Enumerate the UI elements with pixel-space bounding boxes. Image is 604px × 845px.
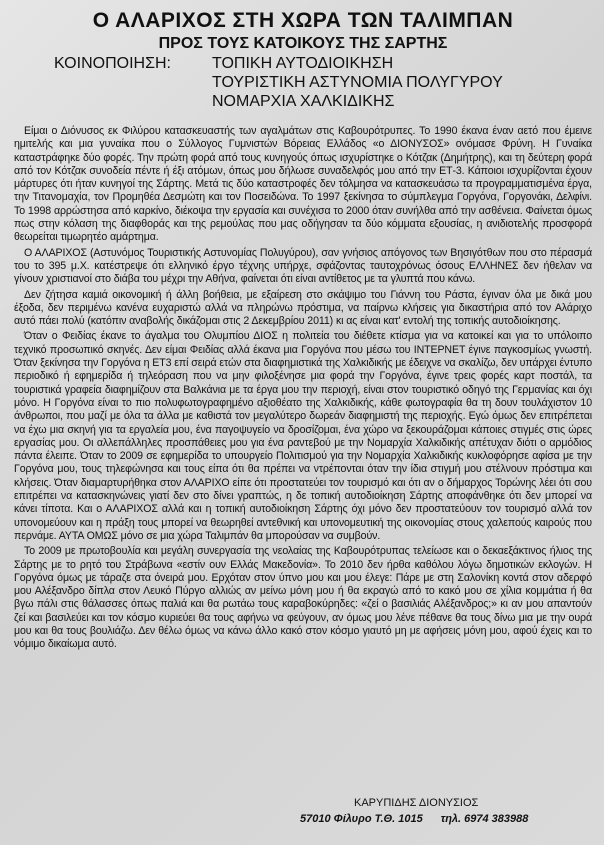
notification-recipients xyxy=(212,54,503,111)
recipient-local-government: ΤΟΠΙΚΗ ΑΥΤΟΔΙΟΙΚΗΣΗ xyxy=(212,55,394,72)
signature-block xyxy=(300,795,528,827)
document-title: Ο ΑΛΑΡΙΧΟΣ ΣΤΗ ΧΩΡΑ ΤΩΝ ΤΑΛΙΜΠΑΝ xyxy=(92,9,514,32)
paragraph: Το 2009 με πρωτοβουλία και μεγάλη συνεργασία της νεολαίας της Καβουρότρυπας τελείωσε και ο δεκαεξάκτινος ήλιος της Σάρτης με το ρητό του Στράβωνα «εστίν ουν Ελλάς Μακεδονία». Το 2010 δεν ήρθα καθόλου λόγω δημοτικών εκλογών. Η Γοργόνα όμως με τάραζε στα όνειρά μου. Ερχόταν στον ύπνο μου και μου έλεγε: Πάρε με στη Σαλονίκη κοντά στον αδερφό μου Αλέξανδρο δίπλα στον Λευκό Πύργο αλλιώς αν μείνω μόνη μου ή θα εκραγώ από το κακό μου σε χίλια κομμάτια ή θα βγω πάλι στις θάλασσες όπως παλιά και θα ρωτάω τους καραβοκύρηδες: «ζεί ο βασιλιάς Αλέξανδρος;» κι αν μου απαντούν ζεί και βασιλεύει και τον κόσμο κυριεύει θα τους αφήνω να φεύγουν, αν όμως μου λένε πέθανε θα τους δίνω μια με την ουρά μου και θα τους βουλιάζω. Δεν θέλω όμως να κάνω άλλο κακό στον κόσμο γιαυτό μη με αφήσεις μόνη μου, αφού έχεις και το νόμιμο δικαίωμα αυτό. xyxy=(14,545,592,651)
signature-address: 57010 Φίλυρο Τ.Θ. 1015 xyxy=(300,813,423,825)
signature-name: ΚΑΡΥΠΙΔΗΣ ΔΙΟΝΥΣΙΟΣ xyxy=(354,797,479,809)
paragraph: Είμαι ο Διόνυσος εκ Φιλύρου κατασκευαστής των αγαλμάτων στις Καβουρότρυπες. Το 1990 έκανα έναν αετό που έμεινε ημιτελής και μια γυναίκα που ο Σύλλογος Γυμνιστών Βόρειας Ελλάδος «ο ΔΙΟΝΥΣΟΣ» ονόμασε Φρύνη. Η Γυναίκα καταστράφηκε δύο φορές. Την πρώτη φορά από τους κυνηγούς όπως ισχυρίστηκε ο Κότζακ (Δημήτρης), και τη δεύτερη φορά από τον Κότζακ συνοδεία πέντε ή έξι ατόμων, όπως μου δήλωσε συναδελφός μου από την ΕΤ-3. Κάποιοι ισχυρίζονται έχουν μάρτυρες ότι ήταν κυνηγοί της Σάρτης. Μετά τις δύο καταστροφές δεν τόλμησα να κατασκευάσω τα προγραμματισμένα έργα, την Τιτανομαχία, τον Προμηθέα Δεσμώτη και τον Ποσειδώνα. Το 1997 ξεκίνησα το σύμπλεγμα Γοργόνα, Γοργονάκι, Δελφίνι. Το 1998 αρρώστησα από καρκίνο, διέκοψα την εργασία και συνέχισα το 2000 όταν συνήλθα από την ασθένεια. Φαίνεται όμως πως στην κόλαση της διαφθοράς και της ρεμούλας που μας οδήγησαν τα δύο κόμματα εξουσίας, η ανιδιοτελής προσφορά θεωρείται τιμωρητέο αμάρτημα. xyxy=(14,125,592,244)
paragraph: Δεν ζήτησα καμιά οικονομική ή άλλη βοήθεια, με εξαίρεση στο σκάψιμο του Γιάννη του Ράστα, έγιναν όλα με δικά μου έξοδα, δεν περιμένω κανένα ευχαριστώ αλλά να πληρώνω πρόστιμα, να παίρνω κλήσεις για δικαστήρια από τον Αλάριχο αυτό πάει πολύ (κατόπιν αναβολής δικάζομαι στις 2 Δεκεμβρίου 2011) κι ας είναι κατ' εντολή της τοπικής αυτοδιοίκησης. xyxy=(14,288,592,328)
notification-block xyxy=(54,54,592,111)
letter-body xyxy=(14,125,592,652)
notification-label: ΚΟΙΝΟΠΟΙΗΣΗ: xyxy=(54,55,171,72)
paragraph: Ο ΑΛΑΡΙΧΟΣ (Αστυνόμος Τουριστικής Αστυνομίας Πολυγύρου), σαν γνήσιος απόγονος των Βησιγότθων που στο πέρασμά του το 395 μ.Χ. κατέστρεψε ότι ελληνικό έργο τέχνης υπήρχε, σφάζοντας ταυτοχρόνως όσους ΕΛΛΗΝΕΣ δεν ήθελαν να γίνουν χριστιανοί στο διάβα του μέχρι την Αθήνα, φαίνεται ότι είναι αντίθετος με τα γλυπτά που κάνω. xyxy=(14,246,592,286)
recipient-tourist-police: ΤΟΥΡΙΣΤΙΚΗ ΑΣΤΥΝΟΜΙΑ ΠΟΛΥΓΥΡΟΥ xyxy=(212,74,503,91)
paragraph: Όταν ο Φειδίας έκανε το άγαλμα του Ολυμπίου ΔΙΟΣ η πολιτεία του διέθετε κτίσμα για να κατοικεί και για το υπόλοιπο τεχνικό προσωπικό σκηνές. Δεν είμαι Φειδίας αλλά έκανα μια Γοργόνα που μέσω του ΙΝΤΕΡΝΕΤ έγινε παγκοσμίως γνωστή. Όταν ξεκίνησα την Γοργόνα η ΕΤ3 επί σειρά ετών στα διαφημιστικά της Χαλκιδικής με έδειχνε να σκαλίζω, δεν υπάρχει έντυπο περιοδικό ή εφημερίδα ή τηλεόραση που να μην φιλοξένησε μια φορά την Γοργόνα, έγινε τρεις φορές καρτ ποστάλ, τα τουριστικά γραφεία διαφημίζουν στα Βαλκάνια με τα έργα μου την περιοχή, είναι στον τουριστικό οδηγό της Γερμανίας και όχι μόνο. Η Γοργόνα είναι το πιο πολυφωτογραφημένο αξιοθέατο της Χαλκιδικής, κάθε φωτογραφία θα τη δουν τουλάχιστον 10 άνθρωποι, που μαζί με όλα τα άλλα με καθιστά τον μεγαλύτερο δωρεάν διαφημιστή της περιοχής. Εγώ όμως δεν επιτρέπεται να έχω μια σκηνή για τα εργαλεία μου, ένα παγοψυγείο να δροσίζομαι, ένα χώρο να ξεκουράζομαι κάποιες στιγμές στις ώρες εργασίας μου. Οι αλλεπάλληλες προσπάθειες μου για ένα ραντεβού με την Νομαρχία Χαλκιδικής απέτυχαν διότι ο αρμόδιος πάντα έλειπε. Όταν το 2009 σε εφημερίδα το υπουργείο Πολιτισμού για την Νομαρχία Χαλκιδικής κυκλοφόρησε αφίσα με την Γοργόνα μου, τους τηλεφώνησα και τους είπα ότι θα πρέπει να ντρέπονται όταν την ίδια στιγμή μου στέλνουν πρόστιμα και κλήσεις. Όταν διαμαρτυρήθηκα στον ΑΛΑΡΙΧΟ είπε ότι προστατεύει τον τουρισμό και ότι αν ο δήμαρχος Τορώνης λέει ότι σου επιτρέπει να κατασκηνώνεις γιατί δεν στο δίνει γραπτώς, η δε τοπική αυτοδιοίκηση Σάρτης αποφάνθηκε ότι δεν μπορεί να κάνει τίποτα. Και ο ΑΛΑΡΙΧΟΣ αλλά και η τοπική αυτοδιοίκηση Σάρτης όχι μόνο δεν προστατεύουν τον τουρισμό αλλά τον υπονομεύουν και η πράξη τους μπορεί να θεωρηθεί αντεθνική και υπονομευτική της οικονομίας στους χαλεπούς καιρούς που περνάμε. ΑΥΤΑ ΟΜΩΣ μόνο σε μια χώρα Ταλιμπάν θα μπορούσαν να συμβούν. xyxy=(14,330,592,542)
signature-contact xyxy=(300,811,528,827)
recipient-prefecture: ΝΟΜΑΡΧΙΑ ΧΑΛΚΙΔΙΚΗΣ xyxy=(212,93,395,110)
signature-phone: τηλ. 6974 383988 xyxy=(440,813,529,825)
document-subtitle: ΠΡΟΣ ΤΟΥΣ ΚΑΤΟΙΚΟΥΣ ΤΗΣ ΣΑΡΤΗΣ xyxy=(158,35,448,52)
